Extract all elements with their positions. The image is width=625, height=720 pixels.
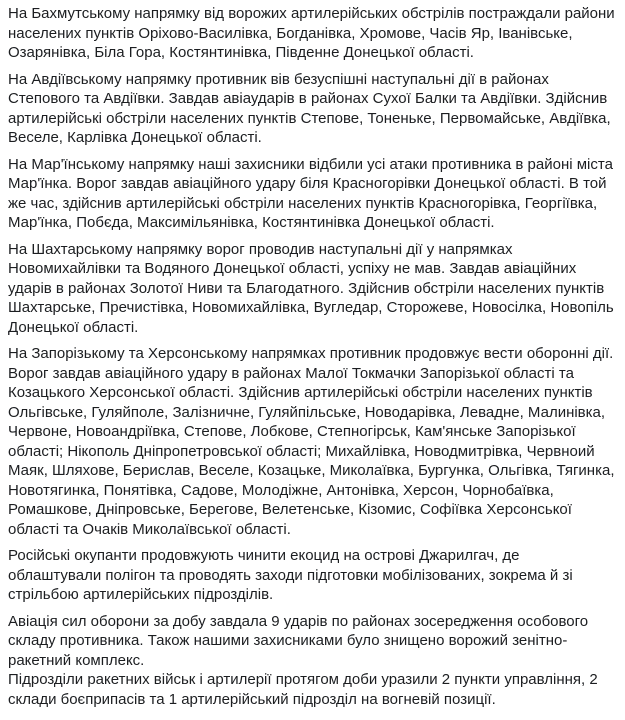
- paragraph-defence-aviation: Авіація сил оборони за добу завдала 9 ударів по районах зосередження особового складу противника. Також нашими захисниками було знищено ворожий зенітно-ракетний комплекс.: [8, 612, 589, 669]
- paragraph-missile-artillery-units: Підрозділи ракетних військ і артилерії протягом доби уразили 2 пункти управління, 2 склади боєприпасів та 1 артилерійський підрозділ на вогневій позиції.: [8, 671, 598, 708]
- paragraph-avdiivka-direction: На Авдіївському напрямку противник вів безуспішні наступальні дії в районах Степового та Авдіївки. Завдав авіаударів в районах Сухої Балки та Авдіївки. Здійснив артилерійські обстріли населених пунктів Степове, Тоненьке, Первомайське, Авдіївка, Веселе, Карлівка Донецької області.: [8, 70, 611, 146]
- paragraph-zaporizhzhia-kherson-direction: На Запорізькому та Херсонському напрямках противник продовжує вести оборонні дії. Ворог завдав авіаційного удару в районах Малої Токмачки Запорізької області та Козацького Херсонської області. Здійснив артилерійські обстріли населених пунктів Ольгівське, Гуляйполе, Залізничне, Гуляйпільське, Новодарівка, Левадне, Малинівка, Червоне, Новоандріївка, Степове, Лобкове, Степногірськ, Кам'янське Запорізької області; Нікополь Дніпропетровської області; Михайлівка, Новодмитрівка, Червноий Маяк, Шляхове, Берислав, Веселе, Козацьке, Миколаївка, Бургунка, Ольгівка, Тягинка, Новотягинка, Понятівка, Садове, Молодіжне, Антонівка, Херсон, Чорнобаївка, Ромашкове, Дніпровське, Берегове, Велетенське, Кізомис, Софіївка Херсонської області та Очаків Миколаївської області.: [8, 345, 615, 538]
- paragraph-marinka-direction: На Мар'їнському напрямку наші захисники відбили усі атаки противника в районі міста Мар'їнка. Ворог завдав авіаційного удару біля Красногорівки Донецької області. В той же час, здійснив артилерійські обстріли населених пунктів Красногорівка, Георгіївка, Мар'їнка, Побєда, Максимільянівка, Костянтинівка Донецької області.: [8, 155, 613, 231]
- paragraph-dzharylgach-ecocide: Російські окупанти продовжують чинити екоцид на острові Джарилгач, де облаштували полігон та проводять заходи підготовки мобілізованих, зокрема й зі стрільбою артилерійських підрозділів.: [8, 547, 573, 603]
- paragraph-shakhtarske-direction: На Шахтарському напрямку ворог проводив наступальні дії у напрямках Новомихайлівки та Водяного Донецької області, успіху не мав. Завдав авіаційних ударів в районах Золотої Ниви та Благодатного. Здійснив обстріли населених пунктів Шахтарське, Пречистівка, Новомихайлівка, Вугледар, Сторожеве, Новосілка, Новопіль Донецької області.: [8, 240, 614, 336]
- paragraph-bakhmut-direction: На Бахмутському напрямку від ворожих артилерійських обстрілів постраждали райони населених пунктів Оріхово-Василівка, Богданівка, Хромове, Часів Яр, Іванівське, Озарянівка, Біла Гора, Костянтинівка, Південне Донецької області.: [8, 5, 615, 61]
